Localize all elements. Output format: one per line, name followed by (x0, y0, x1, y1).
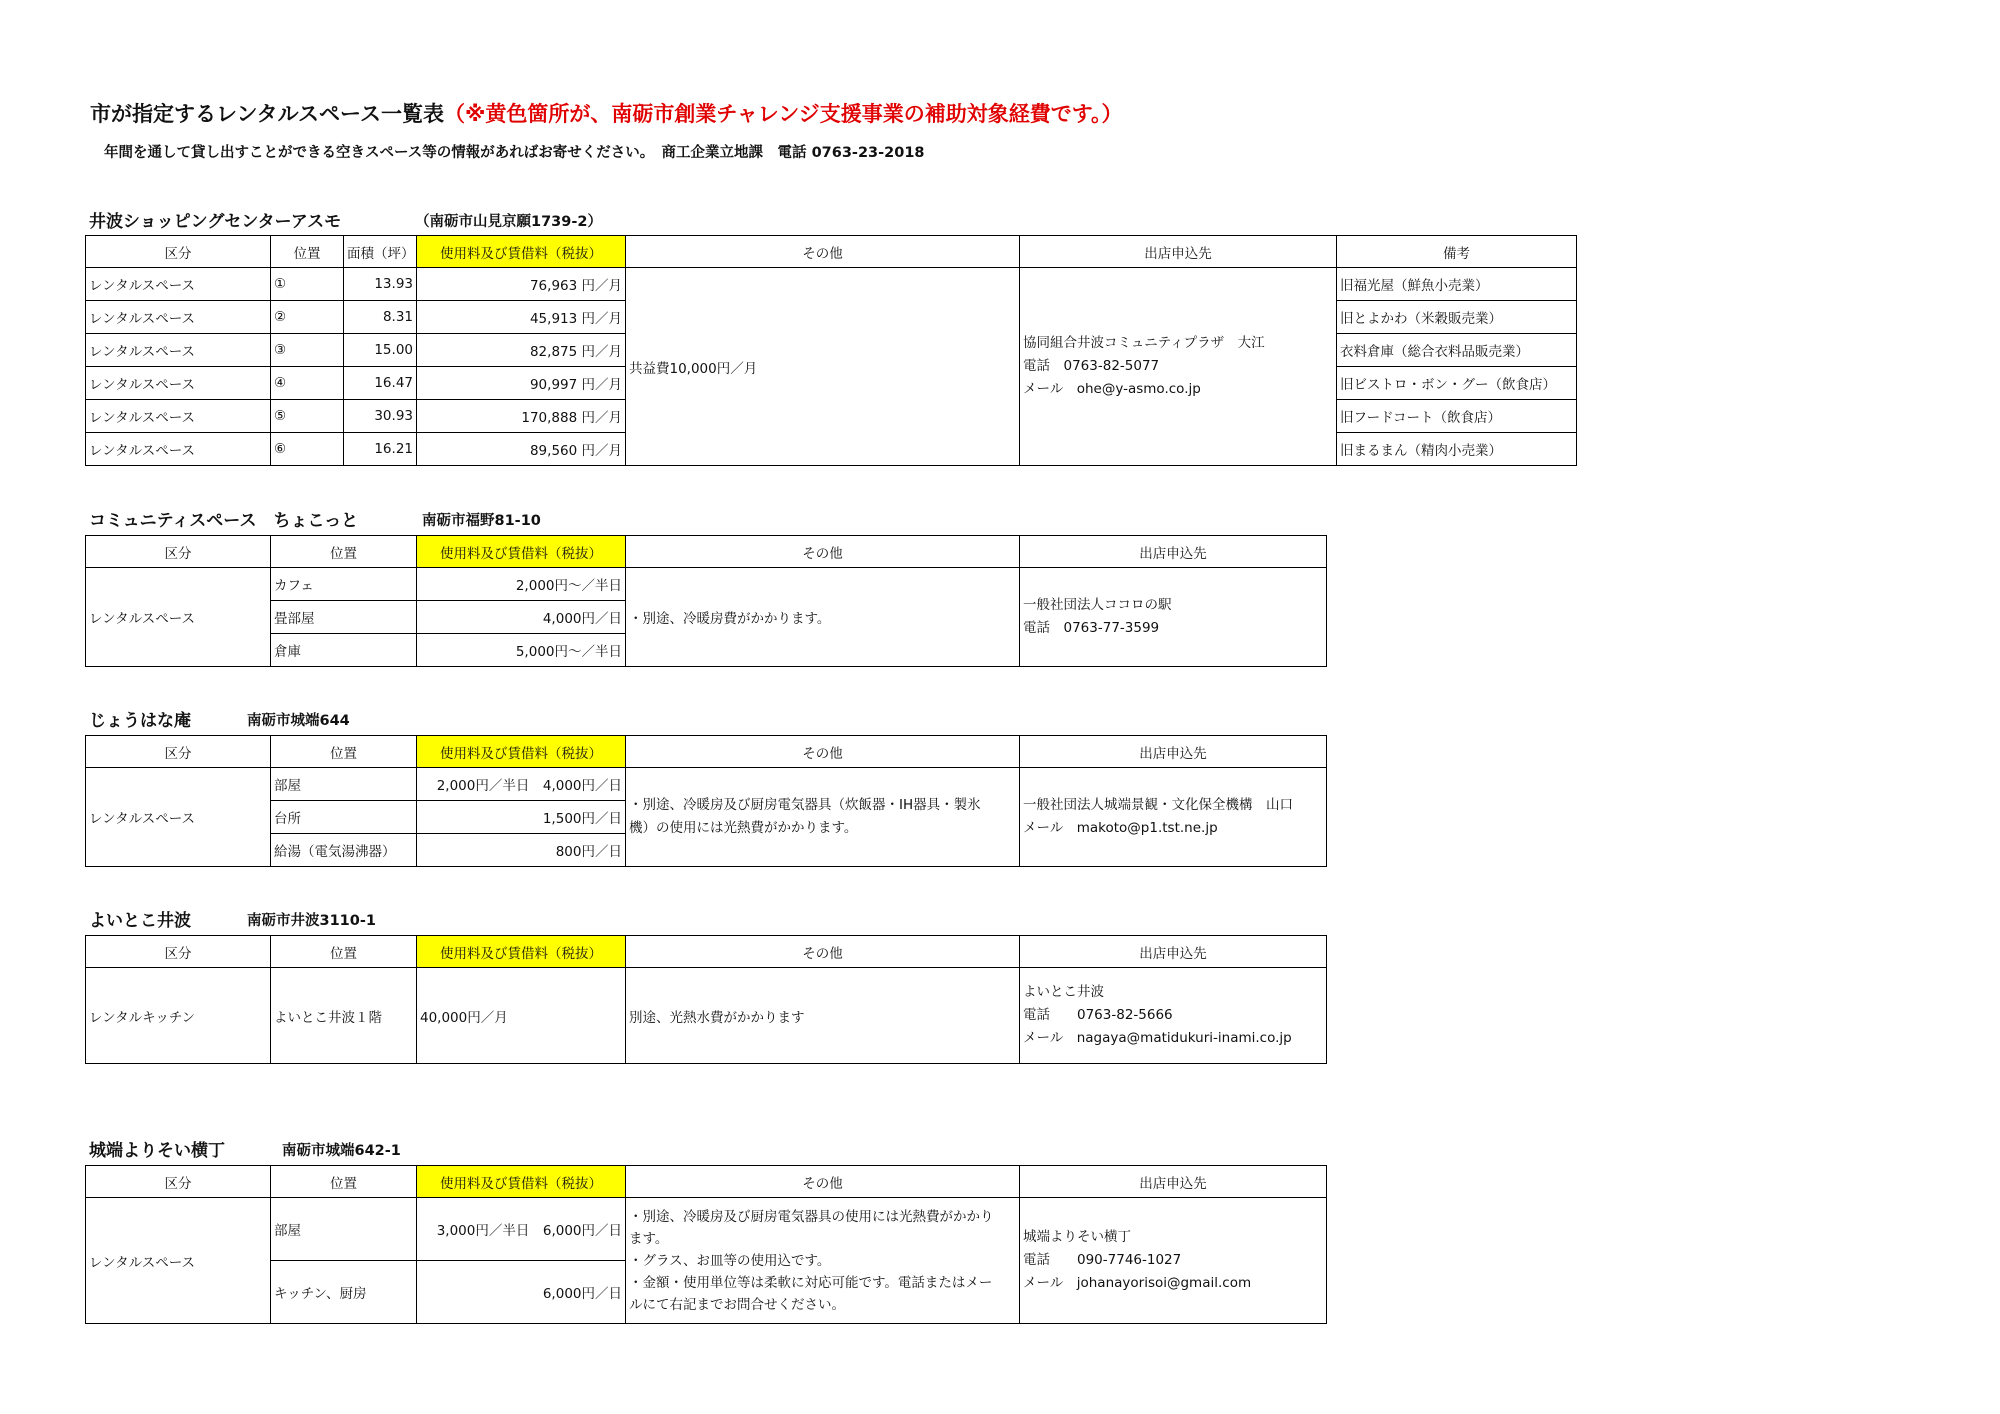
category-cell: レンタルスペース (86, 433, 271, 466)
contact-line: メール johanayorisoi@gmail.com (1023, 1275, 1252, 1291)
header-cell: その他 (626, 536, 1020, 568)
section-1-name: 井波ショッピングセンターアスモ (89, 212, 342, 232)
position-cell: よいとこ井波１階 (271, 968, 417, 1064)
header-cell: 位置 (271, 936, 417, 968)
fee-cell: 90,997 円／月 (417, 367, 626, 400)
fee-cell: 2,000円／半日 4,000円／日 (417, 768, 626, 801)
header-cell: 区分 (86, 1166, 271, 1198)
header-cell-fee: 使用料及び賃借料（税抜） (417, 236, 626, 268)
header-cell-fee: 使用料及び賃借料（税抜） (417, 536, 626, 568)
other-cell: 別途、光熱水費がかかります (626, 968, 1020, 1064)
fee-cell: 1,500円／日 (417, 801, 626, 834)
category-cell: レンタルキッチン (86, 968, 271, 1064)
position-cell: 台所 (271, 801, 417, 834)
fee-cell: 800円／日 (417, 834, 626, 867)
header-cell: 位置 (271, 236, 344, 268)
section-1-address: （南砺市山見京願1739-2） (415, 214, 602, 230)
fee-cell: 76,963 円／月 (417, 268, 626, 301)
table-row (86, 968, 1327, 1064)
contact-line: 電話 090-7746-1027 (1023, 1252, 1182, 1268)
category-cell: レンタルスペース (86, 334, 271, 367)
header-cell: 位置 (271, 536, 417, 568)
header-cell: その他 (626, 236, 1020, 268)
section-3-table (85, 735, 1327, 867)
header-cell: 区分 (86, 536, 271, 568)
remarks-cell: 旧とよかわ（米穀販売業） (1337, 301, 1577, 334)
position-cell: 給湯（電気湯沸器） (271, 834, 417, 867)
table-header-row (86, 936, 1327, 968)
contact-line: よいとこ井波 (1023, 984, 1104, 1000)
other-line: ルにて右記までお問合せください。 (629, 1296, 845, 1313)
fee-cell: 82,875 円／月 (417, 334, 626, 367)
remarks-cell: 旧福光屋（鮮魚小売業） (1337, 268, 1577, 301)
table-header-row (86, 1166, 1327, 1198)
position-cell: ⑥ (271, 433, 344, 466)
position-cell: ④ (271, 367, 344, 400)
other-cell: 共益費10,000円／月 (626, 268, 1020, 466)
header-cell: 区分 (86, 936, 271, 968)
header-cell-fee: 使用料及び賃借料（税抜） (417, 736, 626, 768)
table-header-row (86, 236, 1577, 268)
header-cell: 備考 (1337, 236, 1577, 268)
contact-line: 電話 0763-82-5077 (1023, 358, 1160, 374)
area-cell: 30.93 (344, 400, 417, 433)
contact-line: 電話 0763-82-5666 (1023, 1007, 1173, 1023)
contact-cell (1020, 968, 1327, 1064)
contact-line: メール nagaya@matidukuri-inami.co.jp (1023, 1030, 1292, 1046)
area-cell: 16.47 (344, 367, 417, 400)
position-cell: ⑤ (271, 400, 344, 433)
header-cell: その他 (626, 936, 1020, 968)
header-cell: 出店申込先 (1020, 536, 1327, 568)
section-4-table (85, 935, 1327, 1064)
fee-cell: 89,560 円／月 (417, 433, 626, 466)
area-cell: 16.21 (344, 433, 417, 466)
header-cell: 面積（坪） (344, 236, 417, 268)
section-4-name: よいとこ井波 (89, 911, 191, 931)
section-1-table (85, 235, 1577, 466)
contact-line: 城端よりそい横丁 (1023, 1229, 1131, 1245)
section-3-address: 南砺市城端644 (247, 713, 350, 729)
page-title (90, 98, 1123, 128)
other-cell (626, 768, 1020, 867)
header-cell: 区分 (86, 736, 271, 768)
contact-cell (1020, 568, 1327, 667)
section-2-address: 南砺市福野81-10 (422, 513, 541, 529)
category-cell: レンタルスペース (86, 568, 271, 667)
table-row (86, 768, 1327, 801)
fee-cell: 5,000円～／半日 (417, 634, 626, 667)
position-cell: 部屋 (271, 768, 417, 801)
category-cell: レンタルスペース (86, 367, 271, 400)
category-cell: レンタルスペース (86, 301, 271, 334)
fee-cell: 170,888 円／月 (417, 400, 626, 433)
other-line: ・別途、冷暖房及び厨房電気器具の使用には光熱費がかかり (629, 1208, 994, 1225)
position-cell: 倉庫 (271, 634, 417, 667)
section-5-name: 城端よりそい横丁 (89, 1141, 225, 1161)
remarks-cell: 旧ビストロ・ボン・グー（飲食店） (1337, 367, 1577, 400)
section-2-table (85, 535, 1327, 667)
other-cell (626, 1198, 1020, 1324)
fee-cell: 6,000円／日 (417, 1261, 626, 1324)
contact-line: メール makoto@p1.tst.ne.jp (1023, 820, 1218, 836)
table-row (86, 268, 1577, 301)
other-line: ・グラス、お皿等の使用込です。 (629, 1252, 831, 1269)
category-cell: レンタルスペース (86, 1198, 271, 1324)
header-cell: その他 (626, 1166, 1020, 1198)
category-cell: レンタルスペース (86, 768, 271, 867)
table-header-row (86, 736, 1327, 768)
section-4-address: 南砺市井波3110-1 (247, 913, 376, 929)
contact-line: 一般社団法人城端景観・文化保全機構 山口 (1023, 797, 1293, 813)
page-subtitle: 年間を通して貸し出すことができる空きスペース等の情報があればお寄せください。 商工企業立地課 電話 0763-23-2018 (104, 145, 925, 161)
header-cell: 位置 (271, 1166, 417, 1198)
header-cell: 出店申込先 (1020, 936, 1327, 968)
header-cell-fee: 使用料及び賃借料（税抜） (417, 936, 626, 968)
section-2-name: コミュニティスペース ちょこっと (89, 511, 359, 531)
area-cell: 8.31 (344, 301, 417, 334)
fee-cell: 2,000円～／半日 (417, 568, 626, 601)
position-cell: ② (271, 301, 344, 334)
contact-cell (1020, 768, 1327, 867)
table-row (86, 1198, 1327, 1261)
remarks-cell: 旧まるまん（精肉小売業） (1337, 433, 1577, 466)
position-cell: カフェ (271, 568, 417, 601)
header-cell: 区分 (86, 236, 271, 268)
area-cell: 13.93 (344, 268, 417, 301)
position-cell: ③ (271, 334, 344, 367)
area-cell: 15.00 (344, 334, 417, 367)
title-main: 市が指定するレンタルスペース一覧表 (90, 102, 444, 126)
contact-line: 一般社団法人ココロの駅 (1023, 597, 1172, 613)
contact-cell (1020, 268, 1337, 466)
header-cell: 出店申込先 (1020, 1166, 1327, 1198)
fee-cell: 3,000円／半日 6,000円／日 (417, 1198, 626, 1261)
section-5-table (85, 1165, 1327, 1324)
fee-cell: 40,000円／月 (417, 968, 626, 1064)
section-3-name: じょうはな庵 (89, 711, 191, 731)
other-cell: ・別途、冷暖房費がかかります。 (626, 568, 1020, 667)
table-header-row (86, 536, 1327, 568)
position-cell: ① (271, 268, 344, 301)
position-cell: キッチン、厨房 (271, 1261, 417, 1324)
category-cell: レンタルスペース (86, 400, 271, 433)
contact-cell (1020, 1198, 1327, 1324)
other-line: ・別途、冷暖房及び厨房電気器具（炊飯器・IH器具・製氷 (629, 797, 981, 813)
other-line: 機）の使用には光熱費がかかります。 (629, 820, 858, 836)
section-5-address: 南砺市城端642-1 (282, 1143, 401, 1159)
position-cell: 部屋 (271, 1198, 417, 1261)
contact-line: メール ohe@y-asmo.co.jp (1023, 381, 1201, 397)
contact-line: 電話 0763-77-3599 (1023, 620, 1160, 636)
contact-line: 協同組合井波コミュニティプラザ 大江 (1023, 335, 1265, 351)
category-cell: レンタルスペース (86, 268, 271, 301)
header-cell-fee: 使用料及び賃借料（税抜） (417, 1166, 626, 1198)
other-line: ・金額・使用単位等は柔軟に対応可能です。電話またはメー (629, 1274, 993, 1291)
fee-cell: 4,000円／日 (417, 601, 626, 634)
other-line: ます。 (629, 1230, 669, 1247)
remarks-cell: 旧フードコート（飲食店） (1337, 400, 1577, 433)
header-cell: その他 (626, 736, 1020, 768)
header-cell: 出店申込先 (1020, 736, 1327, 768)
table-row (86, 568, 1327, 601)
header-cell: 位置 (271, 736, 417, 768)
header-cell: 出店申込先 (1020, 236, 1337, 268)
remarks-cell: 衣料倉庫（総合衣料品販売業） (1337, 334, 1577, 367)
position-cell: 畳部屋 (271, 601, 417, 634)
title-note: （※黄色箇所が、南砺市創業チャレンジ支援事業の補助対象経費です。） (443, 102, 1123, 126)
fee-cell: 45,913 円／月 (417, 301, 626, 334)
